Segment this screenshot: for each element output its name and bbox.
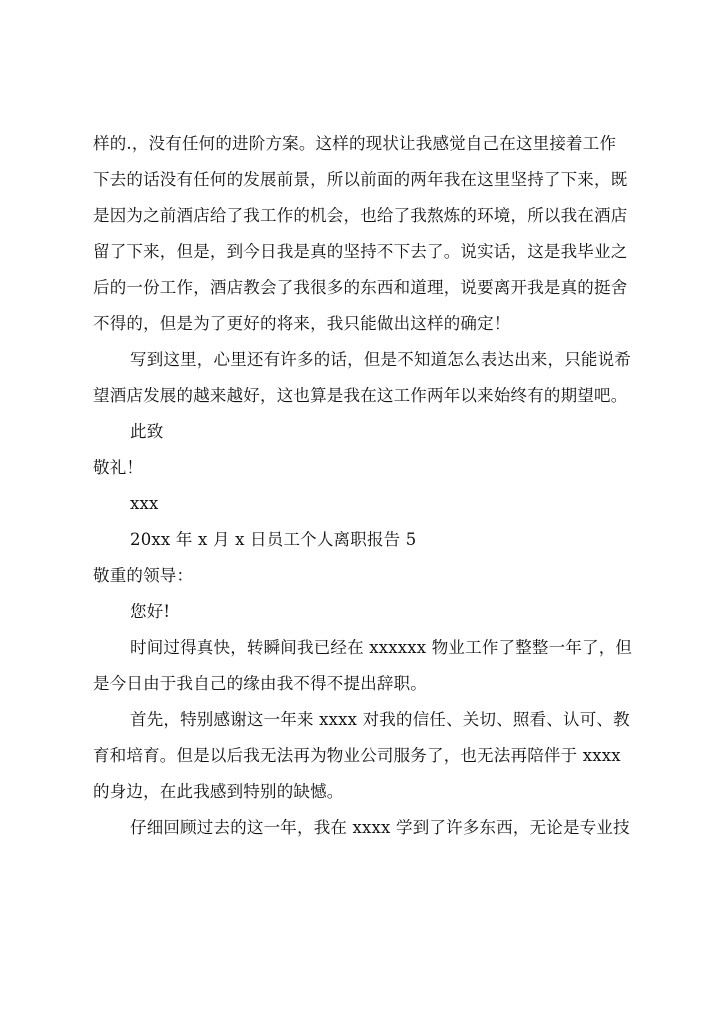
paragraph-line: 时间过得真快，转瞬间我已经在 xxxxxx 物业工作了整整一年了，但 [130, 638, 633, 657]
paragraph-line: 的身边，在此我感到特别的缺憾。 [93, 782, 344, 801]
signature: xxx [130, 494, 159, 513]
paragraph-line: 是因为之前酒店给了我工作的机会，也给了我熬炼的环境，所以我在酒店 [93, 206, 628, 225]
paragraph-line: 后的一份工作，酒店教会了我很多的东西和道理，说要离开我是真的挺舍 [93, 278, 628, 297]
greeting-recipient: 敬重的领导： [93, 566, 194, 585]
paragraph-line: 下去的话没有任何的发展前景，所以前面的两年我在这里坚持了下来，既 [93, 170, 628, 189]
closing-salutation: 此致 [130, 422, 164, 441]
paragraph-line: 仔细回顾过去的这一年，我在 xxxx 学到了许多东西，无论是专业技 [130, 818, 630, 837]
paragraph-line: 样的.，没有任何的进阶方案。这样的现状让我感觉自己在这里接着工作 [93, 134, 617, 153]
paragraph-line: 是今日由于我自己的缘由我不得不提出辞职。 [93, 674, 427, 693]
closing-regards: 敬礼！ [93, 458, 144, 477]
paragraph-line: 育和培育。但是以后我无法再为物业公司服务了，也无法再陪伴于 xxxx [93, 746, 621, 765]
paragraph-line: 留了下来，但是，到今日我是真的坚持不下去了。说实话，这是我毕业之 [93, 242, 628, 261]
paragraph-line: 不得的，但是为了更好的将来，我只能做出这样的确定！ [93, 314, 511, 333]
paragraph-line: 写到这里，心里还有许多的话，但是不知道怎么表达出来，只能说希 [130, 350, 631, 369]
paragraph-line: 望酒店发展的越来越好，这也算是我在这工作两年以来始终有的期望吧。 [93, 386, 628, 405]
section-title: 20xx 年 x 月 x 日员工个人离职报告 5 [130, 530, 417, 549]
paragraph-line: 首先，特别感谢这一年来 xxxx 对我的信任、关切、照看、认可、教 [130, 710, 630, 729]
greeting: 您好! [130, 602, 171, 621]
